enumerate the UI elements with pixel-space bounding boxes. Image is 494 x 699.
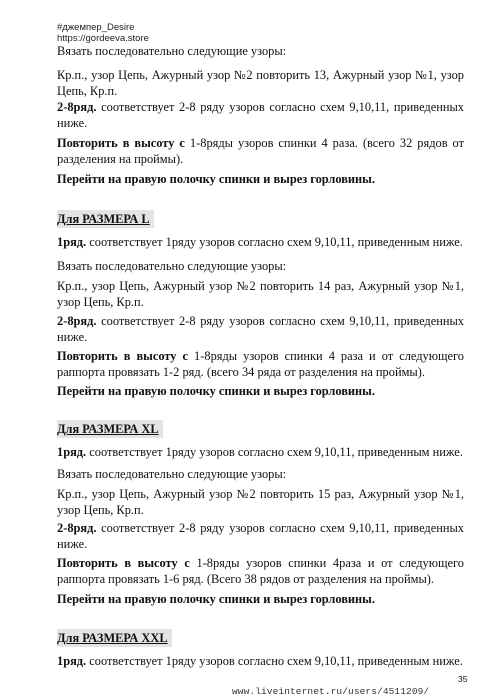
row-label: 1ряд. xyxy=(57,445,87,459)
heading-size-xl: Для РАЗМЕРА XL xyxy=(57,420,163,438)
paragraph-row-1 xyxy=(57,653,464,669)
paragraph-repeat-height xyxy=(57,135,464,167)
repeat-text: 1-8ряды узоров спинки 4 раза и от следующего раппорта провязать 1-2 ряд. (всего 34 ряда от разделения на проймы). xyxy=(57,349,464,379)
paragraph-repeat-height xyxy=(57,555,464,587)
repeat-label: Повторить в высоту с xyxy=(57,556,190,570)
next-step-text: Перейти на правую полочку спинки и вырез горловины. xyxy=(57,384,375,398)
paragraph-next-step xyxy=(57,171,464,187)
next-step-text: Перейти на правую полочку спинки и вырез горловины. xyxy=(57,592,375,606)
row-label: 1ряд. xyxy=(57,235,87,249)
paragraph-patterns-intro: Вязать последовательно следующие узоры: xyxy=(57,44,287,58)
repeat-text: 1-8ряды узоров спинки 4 раза. (всего 32 рядов от разделения на проймы). xyxy=(57,136,464,166)
paragraph-pattern-sequence: Кр.п., узор Цепь, Ажурный узор №2 повторить 14 раз, Ажурный узор №1, узор Цепь, Кр.п. xyxy=(57,279,464,309)
paragraph-next-step xyxy=(57,383,464,399)
next-step-text: Перейти на правую полочку спинки и вырез горловины. xyxy=(57,172,375,186)
heading-size-l: Для РАЗМЕРА L xyxy=(57,210,154,228)
row-text: соответствует 1ряду узоров согласно схем 9,10,11, приведенным ниже. xyxy=(86,235,463,249)
paragraph-pattern-sequence: Кр.п., узор Цепь, Ажурный узор №2 повторить 15 раз, Ажурный узор №1, узор Цепь, Кр.п. xyxy=(57,487,464,517)
paragraph-rows-2-8 xyxy=(57,520,464,552)
row-text: соответствует 1ряду узоров согласно схем 9,10,11, приведенным ниже. xyxy=(86,654,463,668)
paragraph-row-1 xyxy=(57,444,464,460)
paragraph-rows-2-8 xyxy=(57,313,464,345)
header-title: #джемпер_Desire xyxy=(57,22,135,33)
header-site-link[interactable]: https://gordeeva.store xyxy=(57,33,149,44)
row-text: соответствует 1ряду узоров согласно схем 9,10,11, приведенным ниже. xyxy=(86,445,463,459)
repeat-label: Повторить в высоту с xyxy=(57,136,185,150)
paragraph-row-1 xyxy=(57,234,464,250)
watermark-url: www.liveinternet.ru/users/4511209/ xyxy=(232,686,430,697)
row-label: 2-8ряд. xyxy=(57,314,97,328)
row-label: 2-8ряд. xyxy=(57,521,97,535)
paragraph-rows-2-8 xyxy=(57,99,464,131)
heading-size-xxl: Для РАЗМЕРА XXL xyxy=(57,629,172,647)
repeat-label: Повторить в высоту с xyxy=(57,349,189,363)
row-text: соответствует 2-8 ряду узоров согласно схем 9,10,11, приведенных ниже. xyxy=(57,314,464,344)
row-text: соответствует 2-8 ряду узоров согласно схем 9,10,11, приведенных ниже. xyxy=(57,100,464,130)
page-number: 35 xyxy=(458,674,468,684)
paragraph-patterns-intro: Вязать последовательно следующие узоры: xyxy=(57,259,287,273)
paragraph-next-step xyxy=(57,591,464,607)
row-label: 1ряд. xyxy=(57,654,87,668)
repeat-text: 1-8ряды узоров спинки 4раза и от следующего раппорта провязать 1-6 ряд. (Всего 38 рядов от разделения на проймы). xyxy=(57,556,464,586)
row-label: 2-8ряд. xyxy=(57,100,97,114)
paragraph-repeat-height xyxy=(57,348,464,380)
paragraph-patterns-intro: Вязать последовательно следующие узоры: xyxy=(57,467,287,481)
row-text: соответствует 2-8 ряду узоров согласно схем 9,10,11, приведенных ниже. xyxy=(57,521,464,551)
paragraph-pattern-sequence: Кр.п., узор Цепь, Ажурный узор №2 повторить 13, Ажурный узор №1, узор Цепь, Кр.п. xyxy=(57,68,464,98)
